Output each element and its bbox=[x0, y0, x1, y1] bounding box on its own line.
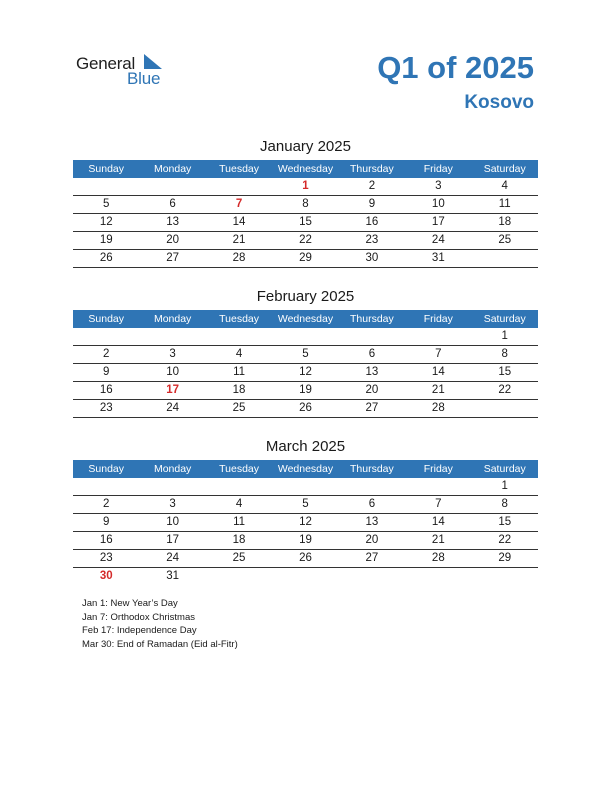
weekday-label: Friday bbox=[423, 313, 453, 325]
month-grid bbox=[73, 178, 538, 268]
day-cell: 6 bbox=[368, 348, 376, 360]
weekday-label: Sunday bbox=[88, 163, 125, 175]
weekday-label: Friday bbox=[423, 463, 453, 475]
day-cell: 18 bbox=[232, 534, 246, 546]
day-cell: 31 bbox=[431, 252, 445, 264]
week-row bbox=[73, 214, 538, 232]
quarter-title: Q1 of 2025 bbox=[377, 50, 534, 85]
day-cell bbox=[139, 178, 205, 195]
week-row bbox=[73, 178, 538, 196]
weekday-label: Saturday bbox=[483, 313, 526, 325]
weekday-header bbox=[73, 460, 538, 478]
holiday-note: Feb 17: Independence Day bbox=[82, 625, 197, 636]
day-cell: 25 bbox=[232, 402, 246, 414]
day-cell: 15 bbox=[498, 516, 512, 528]
day-cell: 16 bbox=[99, 534, 113, 546]
day-cell: 31 bbox=[166, 570, 180, 582]
day-cell bbox=[405, 568, 471, 585]
week-row bbox=[73, 232, 538, 250]
day-cell bbox=[272, 568, 338, 585]
month-february bbox=[73, 287, 538, 418]
day-cell bbox=[73, 178, 139, 195]
day-cell: 12 bbox=[299, 366, 312, 378]
day-cell: 18 bbox=[498, 216, 512, 228]
day-cell bbox=[472, 250, 538, 267]
day-cell: 5 bbox=[302, 498, 309, 510]
day-cell: 10 bbox=[166, 516, 180, 528]
day-cell: 26 bbox=[299, 552, 312, 564]
day-cell: 3 bbox=[169, 348, 176, 360]
month-title: February 2025 bbox=[256, 288, 355, 305]
day-cell bbox=[405, 478, 471, 495]
weekday-label: Wednesday bbox=[277, 163, 334, 175]
weekday-label: Tuesday bbox=[219, 313, 259, 325]
day-cell: 22 bbox=[498, 534, 512, 546]
day-cell: 20 bbox=[166, 234, 180, 246]
day-cell: 27 bbox=[365, 552, 379, 564]
day-cell: 9 bbox=[368, 198, 376, 210]
day-cell: 13 bbox=[166, 216, 180, 228]
day-cell: 20 bbox=[365, 534, 379, 546]
day-cell: 26 bbox=[99, 252, 113, 264]
day-cell bbox=[472, 400, 538, 417]
day-cell: 14 bbox=[431, 516, 445, 528]
day-cell: 23 bbox=[365, 234, 379, 246]
weekday-label: Thursday bbox=[350, 163, 394, 175]
holiday-note: Mar 30: End of Ramadan (Eid al-Fitr) bbox=[82, 638, 238, 650]
day-cell: 15 bbox=[498, 366, 512, 378]
weekday-label: Tuesday bbox=[219, 163, 259, 175]
logo-text-blue: Blue bbox=[127, 69, 161, 88]
day-cell: 4 bbox=[501, 180, 508, 192]
day-cell: 2 bbox=[368, 180, 376, 192]
weekday-header bbox=[73, 160, 538, 178]
day-cell: 9 bbox=[103, 366, 110, 378]
day-cell: 22 bbox=[498, 384, 512, 396]
month-title: January 2025 bbox=[260, 138, 351, 155]
day-cell: 19 bbox=[299, 384, 312, 396]
weekday-label: Wednesday bbox=[277, 463, 334, 475]
day-cell bbox=[339, 478, 405, 495]
day-cell bbox=[272, 328, 338, 345]
day-cell: 19 bbox=[299, 534, 312, 546]
day-cell bbox=[405, 328, 471, 345]
day-cell: 19 bbox=[99, 234, 113, 246]
day-cell: 14 bbox=[232, 216, 246, 228]
day-cell: 4 bbox=[235, 348, 243, 360]
day-cell: 1 bbox=[501, 480, 508, 492]
day-cell: 13 bbox=[365, 366, 379, 378]
day-cell: 6 bbox=[169, 198, 176, 210]
week-row bbox=[73, 532, 538, 550]
weekday-label: Monday bbox=[153, 313, 192, 325]
day-cell: 2 bbox=[103, 498, 110, 510]
day-cell: 27 bbox=[365, 402, 379, 414]
month-march bbox=[73, 437, 538, 585]
day-cell: 21 bbox=[431, 384, 445, 396]
week-row bbox=[73, 346, 538, 364]
week-row bbox=[73, 196, 538, 214]
weekday-label: Thursday bbox=[350, 463, 394, 475]
country-name: Kosovo bbox=[464, 92, 534, 113]
week-row bbox=[73, 382, 538, 400]
week-row bbox=[73, 364, 538, 382]
day-cell: 17 bbox=[166, 384, 180, 396]
generalblue-logo bbox=[76, 54, 176, 90]
day-cell: 25 bbox=[498, 234, 512, 246]
day-cell: 24 bbox=[431, 234, 445, 246]
day-cell: 21 bbox=[232, 234, 246, 246]
day-cell: 5 bbox=[302, 348, 309, 360]
day-cell: 15 bbox=[299, 216, 312, 228]
day-cell: 14 bbox=[431, 366, 445, 378]
day-cell: 9 bbox=[103, 516, 110, 528]
day-cell bbox=[272, 478, 338, 495]
day-cell: 6 bbox=[368, 498, 376, 510]
weekday-label: Tuesday bbox=[219, 463, 259, 475]
weekday-label: Wednesday bbox=[277, 313, 334, 325]
day-cell bbox=[139, 328, 205, 345]
day-cell: 12 bbox=[299, 516, 312, 528]
day-cell: 24 bbox=[166, 552, 180, 564]
day-cell: 17 bbox=[166, 534, 180, 546]
month-title: March 2025 bbox=[265, 438, 346, 455]
weekday-label: Sunday bbox=[88, 313, 125, 325]
month-grid bbox=[73, 328, 538, 418]
day-cell: 23 bbox=[99, 552, 113, 564]
month-grid bbox=[73, 478, 538, 585]
day-cell: 11 bbox=[233, 366, 246, 378]
day-cell: 8 bbox=[501, 498, 508, 510]
day-cell: 7 bbox=[435, 348, 442, 360]
holiday-note: Jan 7: Orthodox Christmas bbox=[82, 611, 195, 623]
weekday-label: Monday bbox=[153, 463, 192, 475]
day-cell bbox=[206, 568, 272, 585]
week-row bbox=[73, 568, 538, 585]
week-row bbox=[73, 250, 538, 268]
weekday-label: Friday bbox=[423, 163, 453, 175]
day-cell: 16 bbox=[365, 216, 379, 228]
day-cell: 18 bbox=[232, 384, 246, 396]
day-cell: 21 bbox=[431, 534, 445, 546]
day-cell: 30 bbox=[99, 570, 113, 582]
week-row bbox=[73, 478, 538, 496]
logo-text-general: General bbox=[76, 54, 136, 73]
day-cell: 25 bbox=[232, 552, 246, 564]
day-cell: 30 bbox=[365, 252, 379, 264]
day-cell: 26 bbox=[299, 402, 312, 414]
day-cell: 1 bbox=[302, 180, 309, 192]
day-cell: 12 bbox=[99, 216, 113, 228]
week-row bbox=[73, 328, 538, 346]
day-cell: 4 bbox=[235, 498, 243, 510]
day-cell: 28 bbox=[431, 552, 445, 564]
day-cell bbox=[73, 478, 139, 495]
day-cell: 20 bbox=[365, 384, 379, 396]
day-cell: 3 bbox=[169, 498, 176, 510]
day-cell: 28 bbox=[232, 252, 246, 264]
week-row bbox=[73, 550, 538, 568]
day-cell: 10 bbox=[431, 198, 445, 210]
day-cell: 11 bbox=[498, 198, 511, 210]
weekday-label: Thursday bbox=[350, 313, 394, 325]
day-cell bbox=[139, 478, 205, 495]
day-cell: 28 bbox=[431, 402, 445, 414]
day-cell bbox=[472, 568, 538, 585]
day-cell: 3 bbox=[435, 180, 442, 192]
day-cell: 17 bbox=[431, 216, 445, 228]
month-january bbox=[73, 137, 538, 268]
day-cell bbox=[339, 328, 405, 345]
day-cell bbox=[206, 178, 272, 195]
weekday-label: Saturday bbox=[483, 163, 526, 175]
holiday-note: Jan 1: New Year’s Day bbox=[82, 598, 178, 609]
day-cell bbox=[73, 328, 139, 345]
day-cell: 24 bbox=[166, 402, 180, 414]
day-cell: 7 bbox=[435, 498, 442, 510]
day-cell: 23 bbox=[99, 402, 113, 414]
day-cell: 29 bbox=[498, 552, 512, 564]
day-cell: 11 bbox=[233, 516, 246, 528]
day-cell: 5 bbox=[103, 198, 110, 210]
week-row bbox=[73, 496, 538, 514]
day-cell: 29 bbox=[299, 252, 312, 264]
weekday-label: Sunday bbox=[88, 463, 125, 475]
day-cell: 22 bbox=[299, 234, 312, 246]
day-cell bbox=[339, 568, 405, 585]
week-row bbox=[73, 400, 538, 418]
day-cell: 27 bbox=[166, 252, 180, 264]
day-cell: 8 bbox=[302, 198, 309, 210]
day-cell: 8 bbox=[501, 348, 508, 360]
weekday-label: Monday bbox=[153, 163, 192, 175]
day-cell: 2 bbox=[103, 348, 110, 360]
day-cell: 7 bbox=[235, 198, 243, 210]
week-row bbox=[73, 514, 538, 532]
day-cell: 13 bbox=[365, 516, 379, 528]
day-cell: 10 bbox=[166, 366, 180, 378]
day-cell: 16 bbox=[99, 384, 113, 396]
day-cell bbox=[206, 478, 272, 495]
weekday-header bbox=[73, 310, 538, 328]
weekday-label: Saturday bbox=[483, 463, 526, 475]
day-cell bbox=[206, 328, 272, 345]
day-cell: 1 bbox=[501, 330, 508, 342]
holiday-notes bbox=[82, 597, 238, 651]
